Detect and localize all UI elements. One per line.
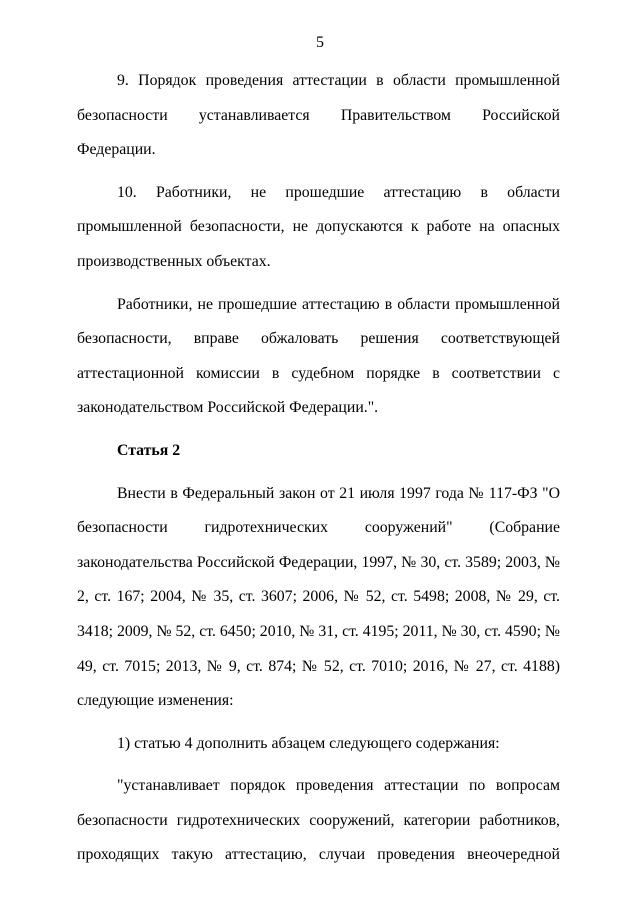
paragraph-quoted-text: "устанавливает порядок проведения аттестации по вопросам безопасности гидротехнических сооружений, категории работников, проходящих такую аттестацию, случаи проведения внеочередной [77, 777, 560, 864]
paragraph-item-9: 9. Порядок проведения аттестации в области промышленной безопасности устанавливается Правительством Российской Федерации. [77, 72, 560, 159]
paragraph-amendment-item-1: 1) статью 4 дополнить абзацем следующего содержания: [117, 734, 500, 752]
paragraph-amendment-intro: Внести в Федеральный закон от 21 июля 1997 года № 117-ФЗ "О безопасности гидротехнических сооружений" (Собрание законодательства Российской Федерации, 1997, № 30, ст. 3589; 2003, № 2, ст. 167; 2004, № 35, ст. 3607; 2006, № 52, ст. 5498; 2008, № 29, ст. 3418; 2009, № 52, ст. 6450; 2010, № 31, ст. 4195; 2011, № 30, ст. 4590; № 49, ст. 7015; 2013, № 9, ст. 874; № 52, ст. 7010; 2016, № 27, ст. 4188) следующие изменения: [77, 484, 560, 710]
paragraph-item-10: 10. Работники, не прошедшие аттестацию в области промышленной безопасности, не допускаются к работе на опасных производственных объектах. [77, 183, 560, 270]
article-heading: Статья 2 [117, 441, 181, 459]
document-body [77, 64, 560, 881]
page-number: 5 [316, 34, 324, 51]
paragraph-appeal-right: Работники, не прошедшие аттестацию в области промышленной безопасности, вправе обжаловать решения соответствующей аттестационной комиссии в судебном порядке в соответствии с законодательством Российской Федерации.". [77, 295, 560, 417]
